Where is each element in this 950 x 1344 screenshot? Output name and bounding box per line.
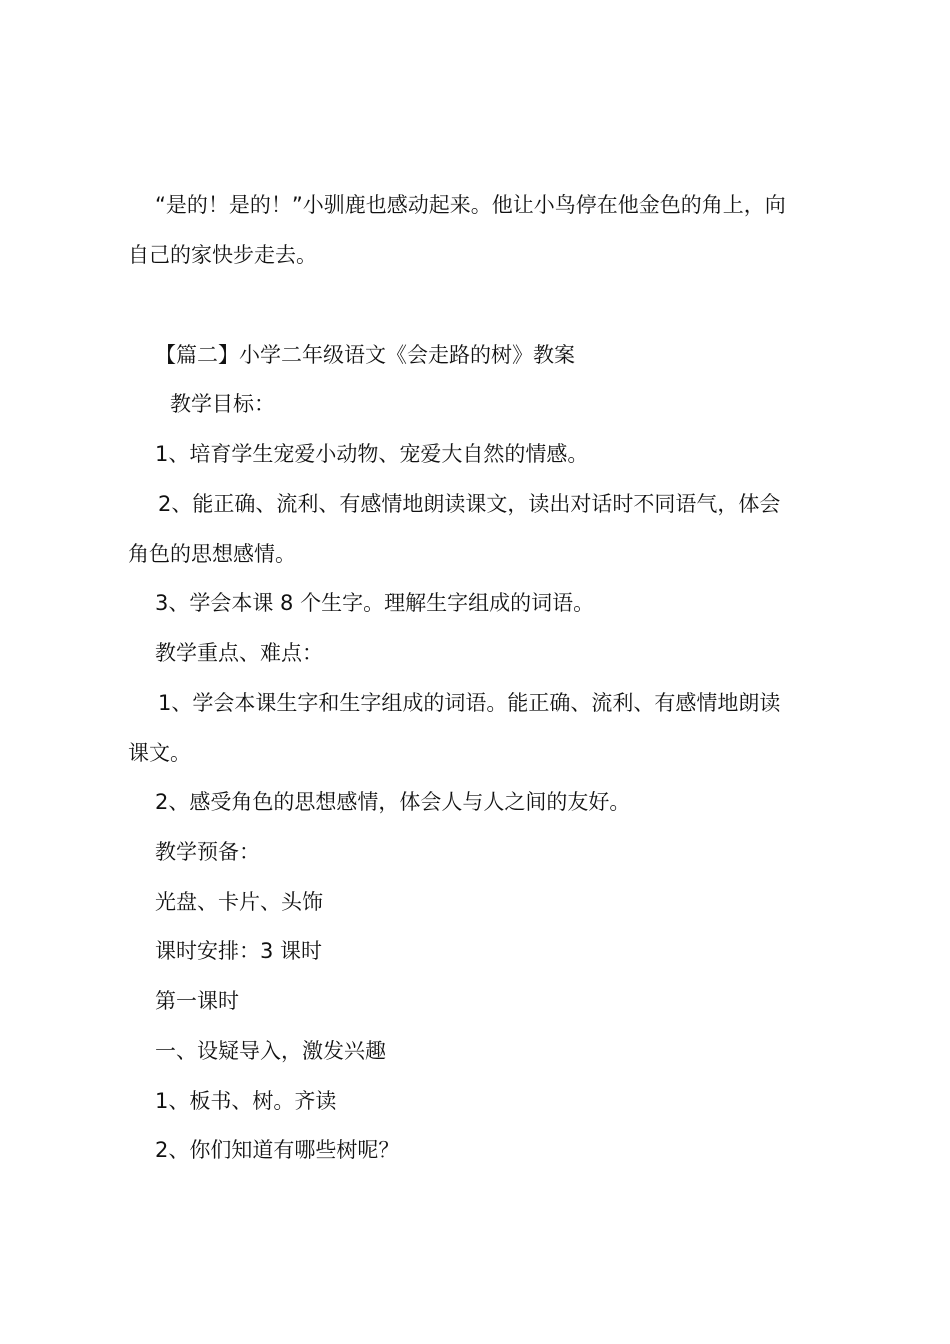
- subheading: 第一课时: [155, 989, 239, 1013]
- list-item: 3、学会本课 8 个生字。理解生字组成的词语。: [155, 591, 595, 615]
- list-item: 2、感受角色的思想感情，体会人与人之间的友好。: [155, 790, 631, 814]
- subheading: 一、设疑导入，激发兴趣: [155, 1039, 386, 1063]
- list-item-continuation: 角色的思想感情。: [128, 542, 296, 566]
- list-item: 2、你们知道有哪些树呢？: [155, 1138, 400, 1162]
- list-item: 1、培育学生宠爱小动物、宠爱大自然的情感。: [155, 442, 589, 466]
- subheading: 教学重点、难点：: [155, 641, 323, 665]
- list-item: 2、能正确、流利、有感情地朗读课文，读出对话时不同语气，体会: [158, 492, 781, 516]
- paragraph-line: 自己的家快步走去。: [128, 243, 317, 267]
- paragraph-line: “是的！是的！”小驯鹿也感动起来。他让小鸟停在他金色的角上，向: [155, 193, 786, 217]
- list-item: 1、学会本课生字和生字组成的词语。能正确、流利、有感情地朗读: [158, 691, 781, 715]
- subheading: 教学目标：: [170, 392, 275, 416]
- section-heading: 【篇二】小学二年级语文《会走路的树》教案: [155, 343, 575, 367]
- paragraph-line: 课时安排：3 课时: [155, 939, 323, 963]
- subheading: 教学预备：: [155, 840, 260, 864]
- paragraph-line: 光盘、卡片、头饰: [155, 890, 323, 914]
- list-item: 1、板书、树。齐读: [155, 1089, 337, 1113]
- list-item-continuation: 课文。: [128, 741, 191, 765]
